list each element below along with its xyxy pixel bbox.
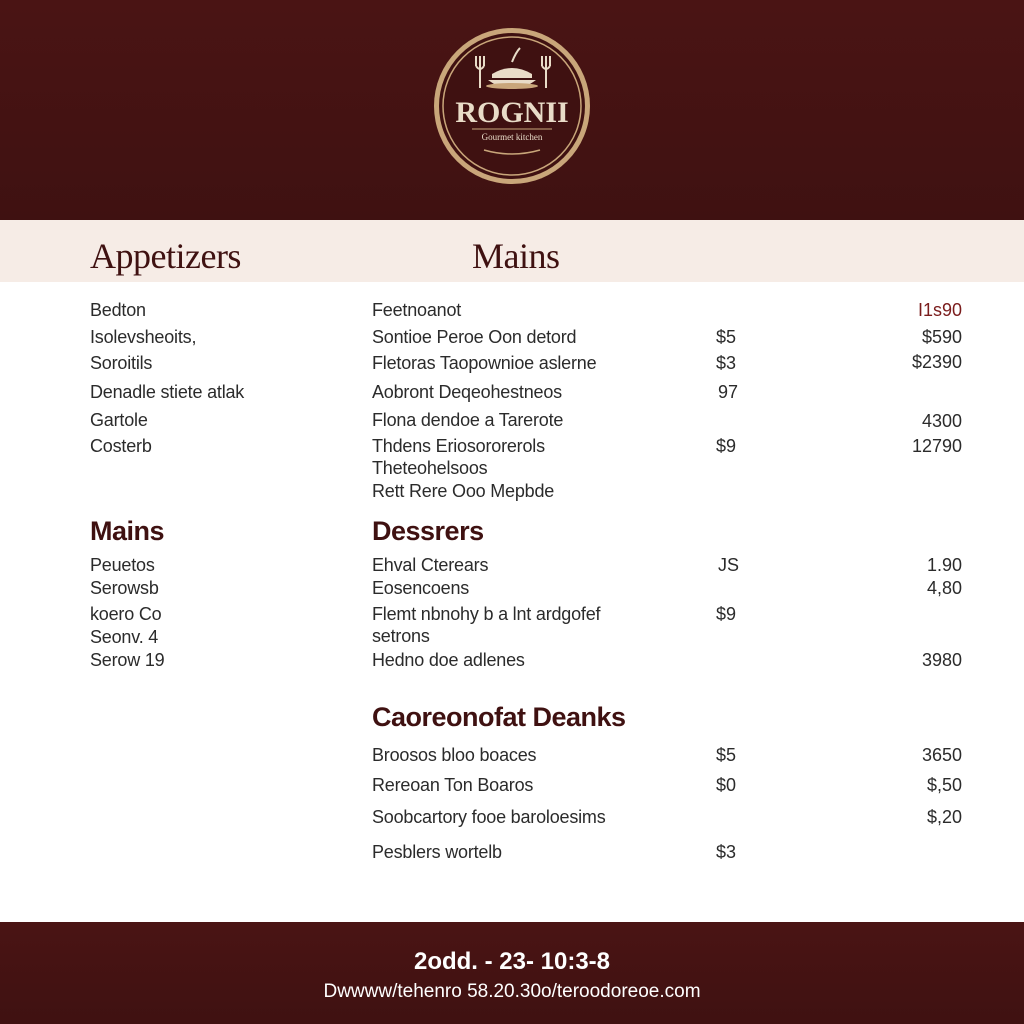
mains-price: $3	[716, 353, 737, 373]
dessert-item: setrons	[372, 626, 430, 646]
drinks-title: Caoreonofat Deanks	[372, 702, 626, 732]
mains-price: $590	[921, 327, 962, 347]
restaurant-logo	[432, 26, 592, 186]
mains-price: 4300	[921, 411, 962, 431]
footer-contact: Dwwww/tehenro 58.20.30o/teroodoreoe.com	[323, 981, 701, 1002]
mains-left-item: koero Co	[90, 604, 162, 624]
mains-item: Rett Rere Ooo Mepbde	[372, 481, 555, 501]
mains-price: $2390	[911, 352, 962, 372]
drink-price: $5	[716, 745, 737, 765]
dessert-price: 3980	[921, 650, 962, 670]
mains-title: Mains	[472, 236, 560, 276]
drink-price: $3	[716, 842, 737, 862]
logo-brand-text: ROGNII	[455, 96, 569, 129]
drink-item: Soobcartory fooe baroloesims	[372, 807, 606, 827]
drink-item: Rereoan Ton Boaros	[372, 775, 534, 795]
mains-left-item: Serowsb	[90, 578, 159, 598]
mains-item: Thdens Eriosororerols	[372, 436, 545, 456]
mains-item: Feetnoanot	[372, 300, 462, 320]
drink-item: Pesblers wortelb	[372, 842, 502, 862]
appetizers-title: Appetizers	[90, 236, 241, 276]
dessert-price: 1.90	[926, 555, 962, 575]
mains-item: Theteohelsoos	[372, 458, 488, 478]
mains-left-item: Peuetos	[90, 555, 155, 575]
appetizer-item: Soroitils	[90, 353, 153, 373]
mains-price: $9	[716, 436, 737, 456]
drink-price: $,20	[926, 807, 962, 827]
mains-left-item: Serow 19	[90, 650, 165, 670]
dessert-item: Hedno doe adlenes	[372, 650, 525, 670]
footer-date: 2odd. - 23- 10:3-8	[413, 948, 611, 975]
drink-price: $,50	[926, 775, 962, 795]
mains-price: $5	[716, 327, 737, 347]
appetizer-item: Costerb	[90, 436, 152, 456]
mains-item: Fletoras Taopownioe aslerne	[372, 353, 597, 373]
appetizer-item: Gartole	[90, 410, 148, 430]
mains-price: 97	[718, 382, 739, 402]
appetizer-item: Isolevsheoits,	[90, 327, 197, 347]
logo-tagline: Gourmet kitchen	[481, 132, 543, 142]
appetizer-item: Bedton	[90, 300, 146, 320]
dessert-price: JS	[718, 555, 740, 575]
mains-price: 12790	[911, 436, 962, 456]
mains-item: Aobront Deqeohestneos	[372, 382, 562, 402]
dessert-price: 4,80	[926, 578, 962, 598]
dessert-item: Flemt nbnohy b a lnt ardgofef	[372, 604, 601, 624]
dessert-price: $9	[716, 604, 737, 624]
mains-item: Sontioe Peroe Oon detord	[372, 327, 577, 347]
mains-price: I1s90	[917, 300, 962, 320]
mains-section-title: Mains	[90, 516, 165, 546]
dessert-item: Ehval Cterears	[372, 555, 489, 575]
mains-left-item: Seonv. 4	[90, 627, 159, 647]
appetizer-item: Denadle stiete atlak	[90, 382, 245, 402]
mains-item: Flona dendoe a Tarerote	[372, 410, 564, 430]
drink-price: 3650	[921, 745, 962, 765]
drink-price: $0	[716, 775, 737, 795]
desserts-title: Dessrers	[372, 516, 484, 546]
drink-item: Broosos bloo boaces	[372, 745, 537, 765]
dessert-item: Eosencoens	[372, 578, 470, 598]
